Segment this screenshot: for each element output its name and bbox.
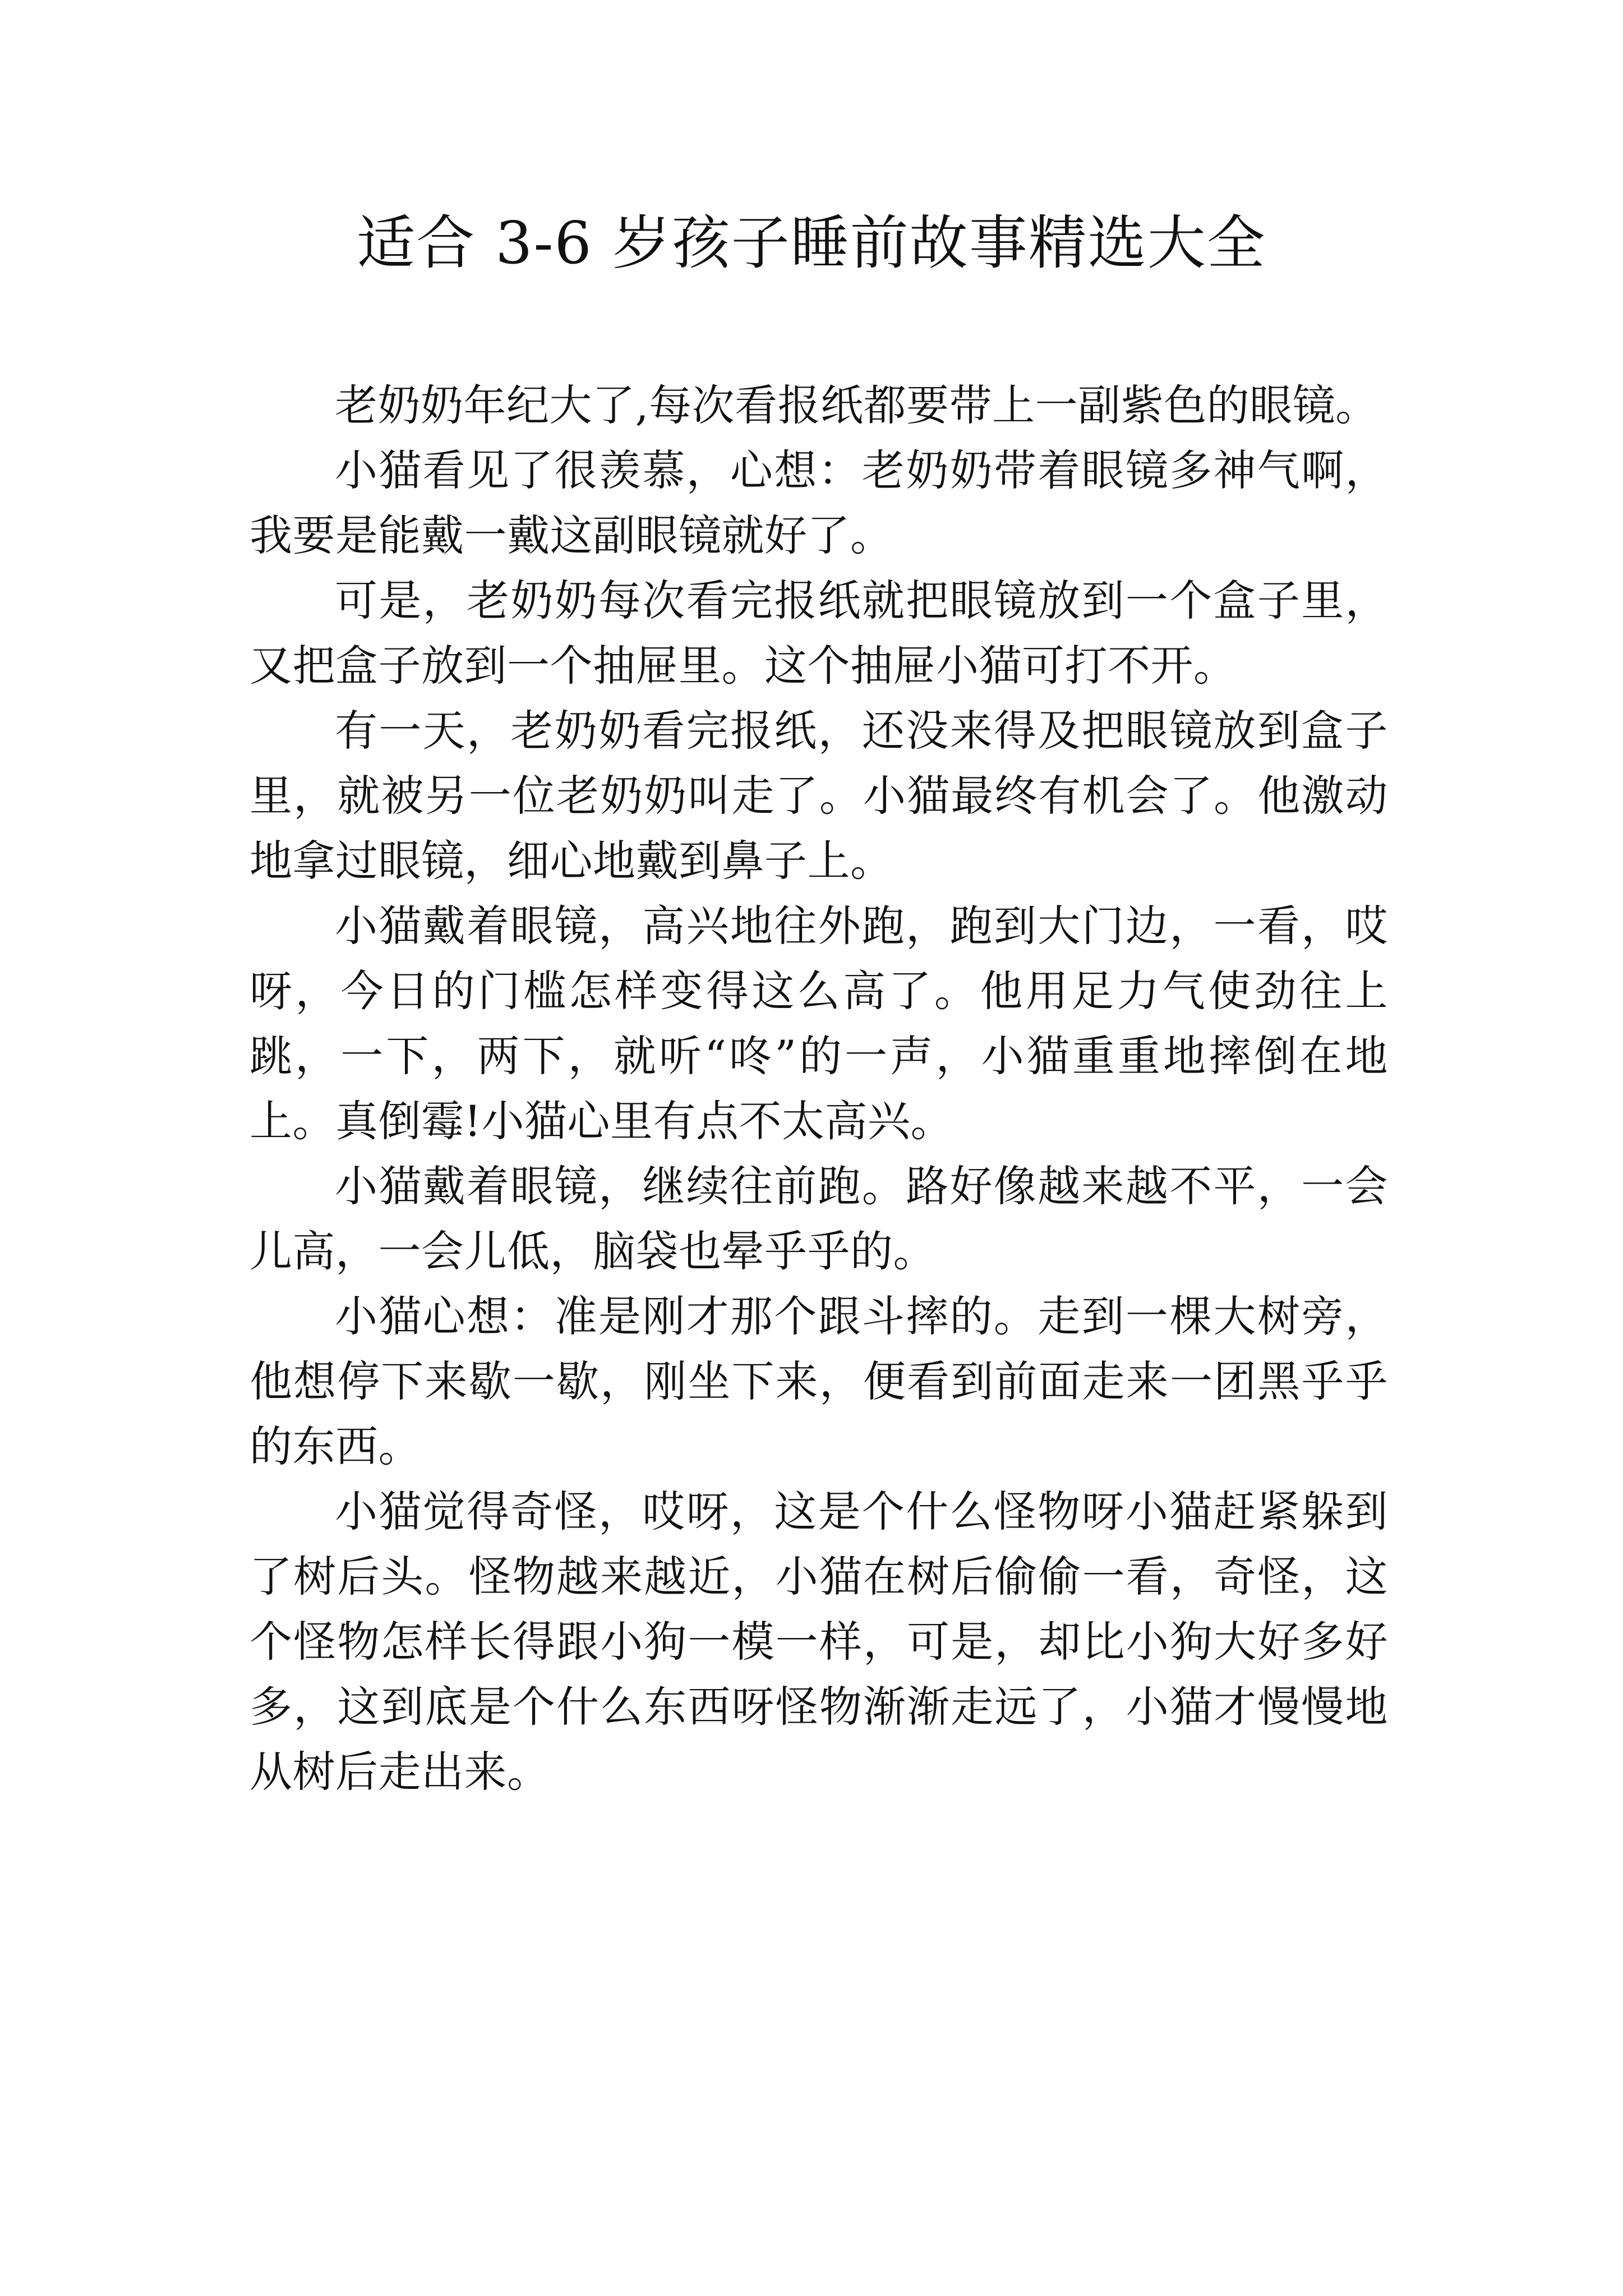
paragraph: 小猫戴着眼镜，高兴地往外跑，跑到大门边，一看，哎呀，今日的门槛怎样变得这么高了。他用足力气使劲往上跳，一下，两下，就听“咚”的一声，小猫重重地摔倒在地上。真倒霉!小猫心里有点不太高兴。	[250, 901, 1388, 1146]
paragraph: 小猫看见了很羡慕，心想：老奶奶带着眼镜多神气啊，我要是能戴一戴这副眼镜就好了。	[250, 445, 1388, 560]
document-title: 适合 3-6 岁孩子睡前故事精选大全	[357, 209, 1266, 277]
paragraph: 小猫心想：准是刚才那个跟斗摔的。走到一棵大树旁，他想停下来歇一歇，刚坐下来，便看到前面走来一团黑乎乎的东西。	[250, 1291, 1388, 1471]
document-body	[250, 373, 1388, 1805]
paragraph: 可是，老奶奶每次看完报纸就把眼镜放到一个盒子里，又把盒子放到一个抽屉里。这个抽屉小猫可打不开。	[250, 576, 1388, 691]
paragraph: 小猫觉得奇怪，哎呀，这是个什么怪物呀小猫赶紧躲到了树后头。怪物越来越近，小猫在树后偷偷一看，奇怪，这个怪物怎样长得跟小狗一模一样，可是，却比小狗大好多好多，这到底是个什么东西呀怪物渐渐走远了，小猫才慢慢地从树后走出来。	[250, 1487, 1388, 1797]
paragraph: 小猫戴着眼镜，继续往前跑。路好像越来越不平，一会儿高，一会儿低，脑袋也晕乎乎的。	[250, 1161, 1388, 1276]
paragraph: 有一天，老奶奶看完报纸，还没来得及把眼镜放到盒子里，就被另一位老奶奶叫走了。小猫最终有机会了。他激动地拿过眼镜，细心地戴到鼻子上。	[250, 706, 1388, 886]
paragraph: 老奶奶年纪大了,每次看报纸都要带上一副紫色的眼镜。	[335, 380, 1378, 430]
